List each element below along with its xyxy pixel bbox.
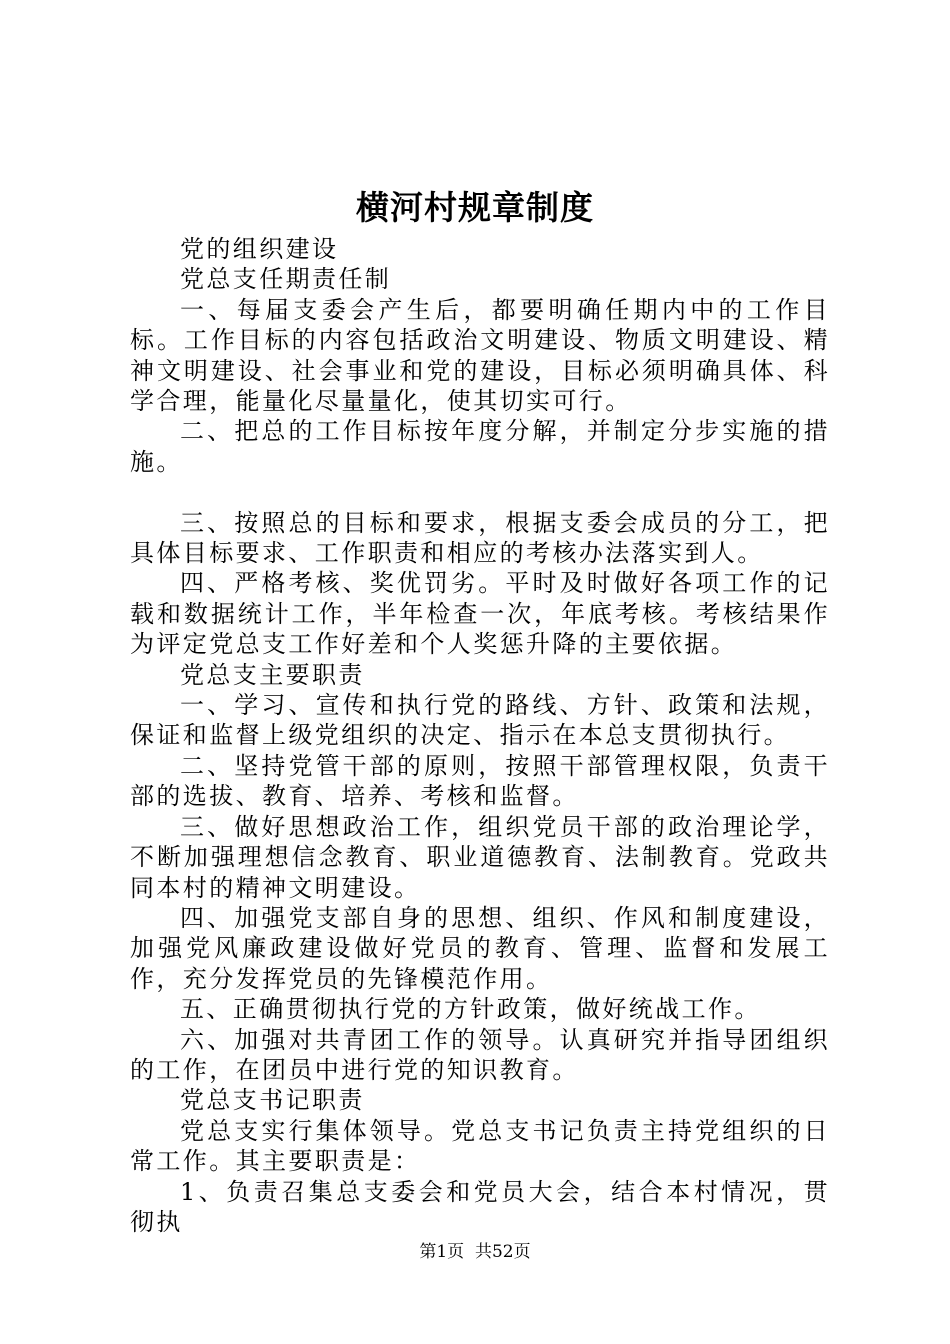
- paragraph: 三、按照总的目标和要求，根据支委会成员的分工，把具体目标要求、工作职责和相应的考核办法落实到人。: [130, 508, 830, 568]
- paragraph: 1、负责召集总支委会和党员大会，结合本村情况，贯彻执: [130, 1177, 830, 1236]
- paragraph: 四、加强党支部自身的思想、组织、作风和制度建设，加强党风廉政建设做好党员的教育、管理、监督和发展工作，充分发挥党员的先锋模范作用。: [130, 903, 830, 993]
- paragraph: 三、做好思想政治工作，组织党员干部的政治理论学，不断加强理想信念教育、职业道德教育、法制教育。党政共同本村的精神文明建设。: [130, 812, 830, 902]
- document-body: [130, 234, 830, 1237]
- paragraph: 二、把总的工作目标按年度分解，并制定分步实施的措施。: [130, 417, 830, 476]
- paragraph: 四、严格考核、奖优罚劣。平时及时做好各项工作的记载和数据统计工作，半年检查一次，年底考核。考核结果作为评定党总支工作好差和个人奖惩升降的主要依据。: [130, 569, 830, 659]
- paragraph: 党总支书记职责: [180, 1086, 365, 1115]
- paragraph: 一、学习、宣传和执行党的路线、方针、政策和法规，保证和监督上级党组织的决定、指示在本总支贯彻执行。: [130, 691, 830, 750]
- paragraph: 党总支实行集体领导。党总支书记负责主持党组织的日常工作。其主要职责是：: [130, 1116, 830, 1176]
- blank-line: [130, 477, 830, 507]
- paragraph: 党总支主要职责: [180, 660, 365, 689]
- paragraph: 二、坚持党管干部的原则，按照干部管理权限，负责干部的选拔、教育、培养、考核和监督。: [130, 751, 830, 811]
- document-title: 横河村规章制度: [356, 188, 594, 227]
- paragraph: 一、每届支委会产生后，都要明确任期内中的工作目标。工作目标的内容包括政治文明建设、物质文明建设、精神文明建设、社会事业和党的建设，目标必须明确具体、科学合理，能量化尽量量化，使其切实可行。: [130, 295, 830, 416]
- paragraph: 党总支任期责任制: [180, 265, 392, 294]
- paragraph: 五、正确贯彻执行党的方针政策，做好统战工作。: [180, 995, 761, 1024]
- paragraph: 六、加强对共青团工作的领导。认真研究并指导团组织的工作，在团员中进行党的知识教育。: [130, 1025, 830, 1084]
- page-number: 第1页 共52页: [419, 1242, 531, 1262]
- paragraph: 党的组织建设: [180, 235, 339, 263]
